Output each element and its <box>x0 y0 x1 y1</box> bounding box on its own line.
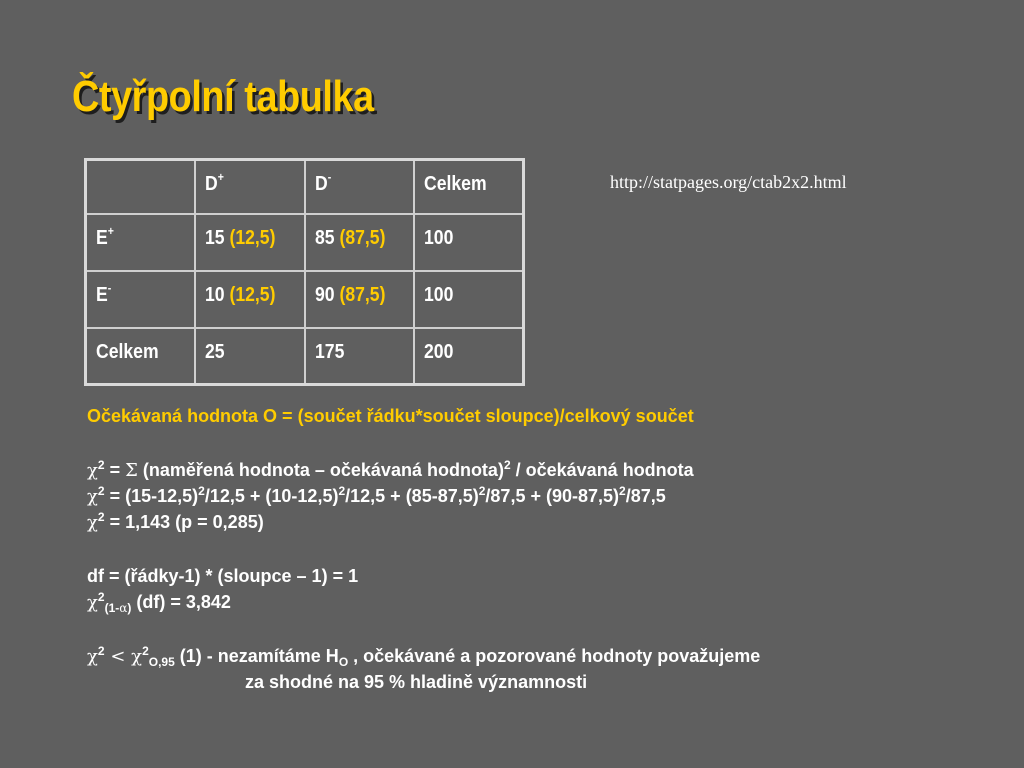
cell-column-total: 175 <box>305 328 414 385</box>
chi-square-definition: $\chi^2 = \Sigma$ (naměřená hodnota – očekávaná hodnota)$^2$ / očekávaná hodnota <box>87 458 694 481</box>
header-d-minus: D- <box>305 160 414 214</box>
row-label: E+ <box>86 214 196 271</box>
table-corner-cell <box>86 160 196 214</box>
formula-block <box>87 403 987 695</box>
cell-observed-expected: 15 (12,5) <box>195 214 305 271</box>
header-d-plus: D+ <box>195 160 305 214</box>
conclusion-continuation: za shodné na 95 % hladině významnosti <box>245 672 588 692</box>
sigma-symbol: Σ <box>125 460 138 481</box>
cell-grand-total: 200 <box>414 328 524 385</box>
degrees-of-freedom: df = (řádky-1) * (sloupce – 1) = 1 <box>87 566 359 586</box>
expected-value-rule: Očekávaná hodnota O = (součet řádku*součet sloupce)/celkový součet <box>87 406 694 426</box>
cell-row-total: 100 <box>414 271 524 328</box>
table-row <box>86 214 524 271</box>
slide-title: Čtyřpolní tabulka <box>72 72 374 121</box>
table-row <box>86 271 524 328</box>
critical-value: $\chi^2_{(1-\alpha)}$ (df) = 3,842 <box>87 590 231 615</box>
conclusion: $\chi^2 < \chi^2_{O,95}$ (1) - nezamítáme $H_O$ , očekávané a pozorované hodnoty považujeme <box>87 644 761 669</box>
contingency-table <box>84 158 525 386</box>
cell-row-total: 100 <box>414 214 524 271</box>
table-header-row <box>86 160 524 214</box>
chi-square-result: $\chi^2 = 1,143$ (p = 0,285) <box>87 510 264 533</box>
row-label: E- <box>86 271 196 328</box>
cell-column-total: 25 <box>195 328 305 385</box>
cell-observed-expected: 10 (12,5) <box>195 271 305 328</box>
chi-square-substitution: $\chi^2 = (15-12,5)^2/12,5 + (10-12,5)^2/12,5 + (85-87,5)^2/87,5 + (90-87,5)^2/87,5$ <box>87 484 666 507</box>
header-total: Celkem <box>414 160 524 214</box>
cell-observed-expected: 85 (87,5) <box>305 214 414 271</box>
source-link[interactable]: http://statpages.org/ctab2x2.html <box>610 172 847 192</box>
table-row <box>86 328 524 385</box>
cell-observed-expected: 90 (87,5) <box>305 271 414 328</box>
row-label: Celkem <box>86 328 196 385</box>
